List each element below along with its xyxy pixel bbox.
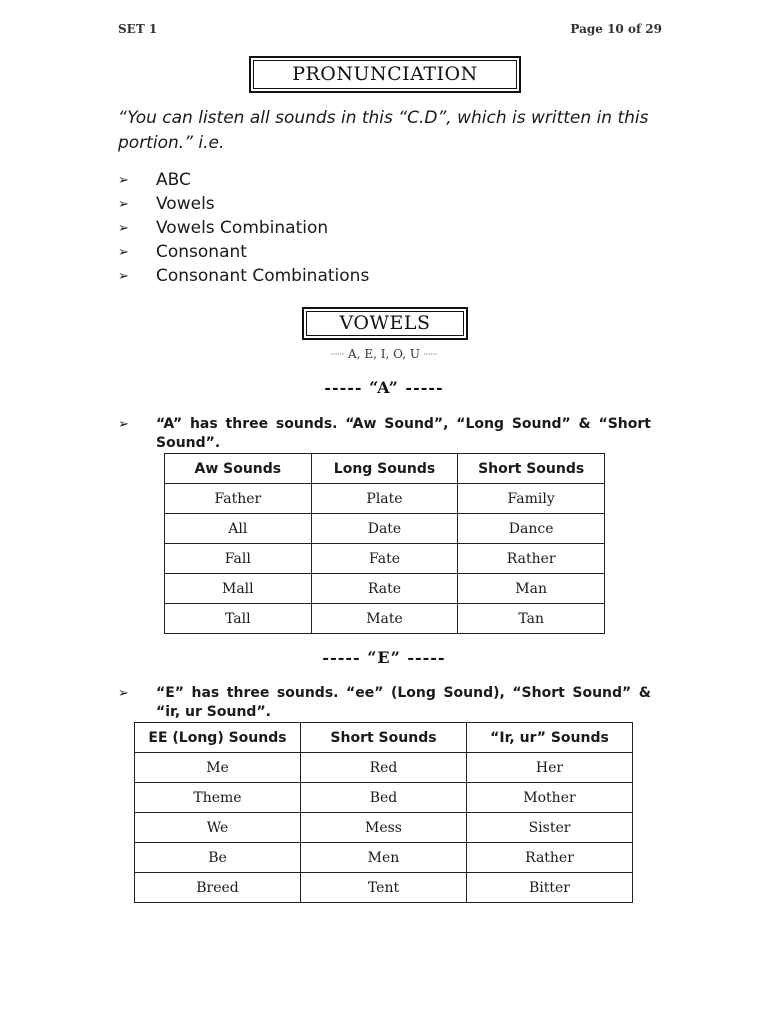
section-e-description-text: “E” has three sounds. “ee” (Long Sound), “Short Sound” & “ir, ur Sound”. [156,685,651,720]
table-cell: Be [135,843,301,873]
section-a-description [118,415,651,453]
table-cell: Rather [467,843,633,873]
dots-decoration: ······ [423,350,438,359]
page-title: PRONUNCIATION [253,60,517,89]
arrow-bullet-icon: ➢ [118,268,129,284]
table-cell: Fate [311,544,458,574]
e-sounds-table [134,722,633,903]
table-cell: Breed [135,873,301,903]
table-cell: All [165,514,312,544]
list-item: ➢ Vowels Combination [118,218,329,238]
table-row [135,753,633,783]
table-row [135,783,633,813]
table-cell: Mess [301,813,467,843]
table-row [165,574,605,604]
intro-text: “You can listen all sounds in this “C.D”, which is written in this portion.” i.e. [118,108,649,153]
table-cell: Rate [311,574,458,604]
table-cell: Red [301,753,467,783]
a-sounds-table [164,453,605,634]
vowel-letters-line [0,347,768,361]
table-row [165,544,605,574]
table-cell: Rather [458,544,605,574]
section-e-heading: ----- “E” ----- [322,648,446,667]
arrow-bullet-icon: ➢ [118,417,129,432]
set-label: SET 1 [118,22,158,36]
column-header: Long Sounds [311,454,458,484]
table-cell: Men [301,843,467,873]
arrow-bullet-icon: ➢ [118,172,129,188]
vowels-title-box [302,307,468,340]
table-cell: Family [458,484,605,514]
table-row [135,873,633,903]
table-cell: Man [458,574,605,604]
table-row [135,843,633,873]
column-header: EE (Long) Sounds [135,723,301,753]
column-header: Short Sounds [458,454,605,484]
dots-decoration: ······ [330,350,345,359]
table-cell: Plate [311,484,458,514]
table-cell: Bitter [467,873,633,903]
section-a-heading: ----- “A” ----- [324,378,444,397]
table-cell: Tall [165,604,312,634]
table-cell: Me [135,753,301,783]
table-row [135,813,633,843]
column-header: “Ir, ur” Sounds [467,723,633,753]
table-cell: We [135,813,301,843]
pronunciation-title-box [249,56,521,93]
table-cell: Fall [165,544,312,574]
table-cell: Date [311,514,458,544]
table-cell: Bed [301,783,467,813]
table-cell: Theme [135,783,301,813]
table-header-row [165,454,605,484]
list-item: ➢ Consonant [118,242,247,262]
section-e-description [118,684,651,722]
vowels-title: VOWELS [306,311,464,336]
section-a-description-text: “A” has three sounds. “Aw Sound”, “Long Sound” & “Short Sound”. [156,416,651,451]
table-row [165,514,605,544]
table-row [165,604,605,634]
list-item: ➢ Consonant Combinations [118,266,370,286]
table-row [165,484,605,514]
table-cell: Mate [311,604,458,634]
list-item: ➢ Vowels [118,194,215,214]
table-cell: Mall [165,574,312,604]
table-header-row [135,723,633,753]
arrow-bullet-icon: ➢ [118,686,129,701]
column-header: Aw Sounds [165,454,312,484]
table-cell: Father [165,484,312,514]
arrow-bullet-icon: ➢ [118,244,129,260]
table-cell: Tent [301,873,467,903]
table-cell: Sister [467,813,633,843]
table-cell: Tan [458,604,605,634]
arrow-bullet-icon: ➢ [118,220,129,236]
table-cell: Dance [458,514,605,544]
page-number: Page 10 of 29 [570,22,662,36]
list-item: ➢ ABC [118,170,191,190]
contents-list [118,168,369,288]
table-cell: Mother [467,783,633,813]
vowel-letters: A, E, I, O, U [348,347,420,361]
table-cell: Her [467,753,633,783]
arrow-bullet-icon: ➢ [118,196,129,212]
column-header: Short Sounds [301,723,467,753]
